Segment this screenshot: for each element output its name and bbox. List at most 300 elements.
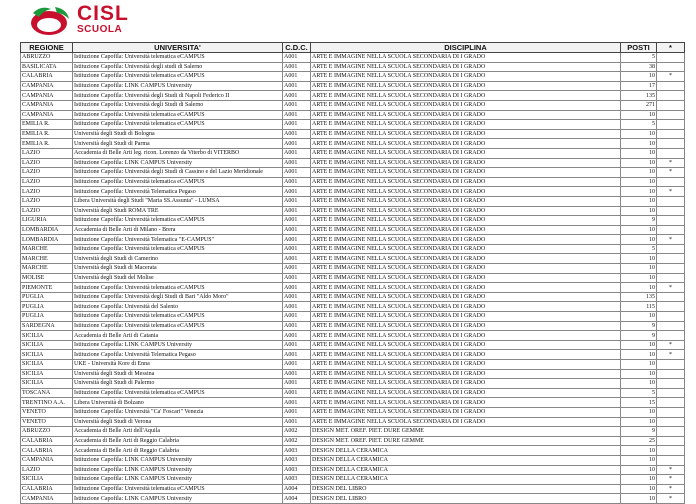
table-row — [21, 91, 685, 101]
cell-star — [657, 148, 685, 158]
cell-universita: Istituzione Capofila: Università Telematica Pegaso — [73, 187, 283, 197]
cell-disciplina: ARTE E IMMAGINE NELLA SCUOLA SECONDARIA DI I GRADO — [311, 100, 621, 110]
cell-disciplina: ARTE E IMMAGINE NELLA SCUOLA SECONDARIA DI I GRADO — [311, 110, 621, 120]
cell-posti: 10 — [621, 187, 657, 197]
cell-star — [657, 254, 685, 264]
cell-star: * — [657, 187, 685, 197]
cell-cdc: A001 — [283, 225, 311, 235]
table-row — [21, 484, 685, 494]
table-row — [21, 302, 685, 312]
cell-cdc: A001 — [283, 235, 311, 245]
cell-regione: SICILIA — [21, 475, 73, 485]
cell-disciplina: ARTE E IMMAGINE NELLA SCUOLA SECONDARIA DI I GRADO — [311, 168, 621, 178]
table-row — [21, 196, 685, 206]
cell-posti: 10 — [621, 283, 657, 293]
table-row — [21, 53, 685, 63]
cell-cdc: A002 — [283, 427, 311, 437]
table-row — [21, 283, 685, 293]
cell-posti: 9 — [621, 427, 657, 437]
table-row — [21, 72, 685, 82]
cell-regione: LAZIO — [21, 187, 73, 197]
cell-posti: 10 — [621, 129, 657, 139]
cell-cdc: A001 — [283, 331, 311, 341]
cell-posti: 10 — [621, 475, 657, 485]
cell-star — [657, 436, 685, 446]
cell-regione: SICILIA — [21, 331, 73, 341]
cell-regione: PUGLIA — [21, 312, 73, 322]
cell-cdc: A001 — [283, 158, 311, 168]
cell-regione: SICILIA — [21, 350, 73, 360]
cell-disciplina: ARTE E IMMAGINE NELLA SCUOLA SECONDARIA DI I GRADO — [311, 158, 621, 168]
cell-disciplina: ARTE E IMMAGINE NELLA SCUOLA SECONDARIA DI I GRADO — [311, 129, 621, 139]
cell-cdc: A001 — [283, 129, 311, 139]
cell-universita: Istituzione Capofila: LINK CAMPUS University — [73, 340, 283, 350]
cell-disciplina: ARTE E IMMAGINE NELLA SCUOLA SECONDARIA DI I GRADO — [311, 264, 621, 274]
cell-disciplina: ARTE E IMMAGINE NELLA SCUOLA SECONDARIA DI I GRADO — [311, 196, 621, 206]
cell-posti: 15 — [621, 398, 657, 408]
cell-posti: 5 — [621, 120, 657, 130]
cell-regione: LAZIO — [21, 206, 73, 216]
cell-star — [657, 206, 685, 216]
cell-star — [657, 196, 685, 206]
cell-star — [657, 331, 685, 341]
posti-table — [20, 42, 685, 504]
cell-disciplina: DESIGN MET. OREF. PIET. DURE GEMME — [311, 436, 621, 446]
cell-regione: ABRUZZO — [21, 53, 73, 63]
cell-regione: MOLISE — [21, 273, 73, 283]
cell-universita: Istituzione Capofila: Università telematica eCAMPUS — [73, 312, 283, 322]
table-row — [21, 417, 685, 427]
cell-star: * — [657, 475, 685, 485]
cell-posti: 10 — [621, 340, 657, 350]
cell-disciplina: ARTE E IMMAGINE NELLA SCUOLA SECONDARIA DI I GRADO — [311, 321, 621, 331]
cell-disciplina: ARTE E IMMAGINE NELLA SCUOLA SECONDARIA DI I GRADO — [311, 244, 621, 254]
cell-regione: CALABRIA — [21, 484, 73, 494]
cell-star: * — [657, 350, 685, 360]
table-row — [21, 254, 685, 264]
cell-cdc: A001 — [283, 407, 311, 417]
cell-disciplina: DESIGN DELLA CERAMICA — [311, 465, 621, 475]
table-row — [21, 120, 685, 130]
cell-cdc: A001 — [283, 379, 311, 389]
table-row — [21, 379, 685, 389]
cell-posti: 10 — [621, 264, 657, 274]
cell-posti: 10 — [621, 312, 657, 322]
table-row — [21, 168, 685, 178]
cell-star: * — [657, 158, 685, 168]
cell-universita: Università degli Studi di Messina — [73, 369, 283, 379]
table-row — [21, 81, 685, 91]
cell-regione: CAMPANIA — [21, 81, 73, 91]
table-row — [21, 216, 685, 226]
cell-posti: 10 — [621, 455, 657, 465]
table-row — [21, 235, 685, 245]
cell-disciplina: ARTE E IMMAGINE NELLA SCUOLA SECONDARIA DI I GRADO — [311, 254, 621, 264]
cell-universita: Istituzione Capofila: Università telematica eCAMPUS — [73, 321, 283, 331]
cell-posti: 25 — [621, 436, 657, 446]
table-row — [21, 475, 685, 485]
table-row — [21, 139, 685, 149]
cell-cdc: A001 — [283, 321, 311, 331]
table-row — [21, 388, 685, 398]
cell-posti: 9 — [621, 216, 657, 226]
cell-posti: 9 — [621, 321, 657, 331]
cell-cdc: A001 — [283, 110, 311, 120]
cell-cdc: A003 — [283, 446, 311, 456]
cell-universita: Istituzione Capofila: Università Telematica "E-CAMPUS" — [73, 235, 283, 245]
cell-universita: Istituzione Capofila: LINK CAMPUS University — [73, 465, 283, 475]
cell-regione: LOMBARDIA — [21, 225, 73, 235]
header-regione: REGIONE — [21, 43, 73, 53]
header-cdc: C.D.C. — [283, 43, 311, 53]
cell-regione: CAMPANIA — [21, 494, 73, 504]
table-row — [21, 244, 685, 254]
cell-posti: 115 — [621, 302, 657, 312]
cell-cdc: A001 — [283, 360, 311, 370]
cell-posti: 10 — [621, 494, 657, 504]
table-row — [21, 273, 685, 283]
cell-cdc: A001 — [283, 120, 311, 130]
cell-cdc: A001 — [283, 91, 311, 101]
cell-star — [657, 91, 685, 101]
cell-cdc: A001 — [283, 177, 311, 187]
cell-cdc: A001 — [283, 340, 311, 350]
cell-disciplina: ARTE E IMMAGINE NELLA SCUOLA SECONDARIA DI I GRADO — [311, 283, 621, 293]
cell-regione: ABRUZZO — [21, 427, 73, 437]
cell-posti: 10 — [621, 379, 657, 389]
cell-star: * — [657, 283, 685, 293]
cell-universita: Università degli Studi di Verona — [73, 417, 283, 427]
cell-posti: 10 — [621, 139, 657, 149]
cell-cdc: A001 — [283, 350, 311, 360]
cell-posti: 10 — [621, 446, 657, 456]
cell-regione: CALABRIA — [21, 446, 73, 456]
cell-posti: 5 — [621, 244, 657, 254]
cell-posti: 135 — [621, 91, 657, 101]
cell-cdc: A001 — [283, 302, 311, 312]
cell-regione: CAMPANIA — [21, 455, 73, 465]
cell-disciplina: DESIGN DELLA CERAMICA — [311, 455, 621, 465]
logo-sub-text: SCUOLA — [77, 24, 123, 35]
cell-cdc: A001 — [283, 264, 311, 274]
header-disciplina: DISCIPLINA — [311, 43, 621, 53]
cell-posti: 10 — [621, 206, 657, 216]
cell-cdc: A001 — [283, 244, 311, 254]
cisl-scuola-logo — [27, 3, 147, 41]
cell-cdc: A001 — [283, 72, 311, 82]
table-header-row — [21, 43, 685, 53]
table-row — [21, 187, 685, 197]
cell-universita: Accademia di Belle Arti di Milano - Brera — [73, 225, 283, 235]
cell-cdc: A001 — [283, 312, 311, 322]
cell-universita: Istituzione Capofila: Università Telematica Pegaso — [73, 350, 283, 360]
cell-regione: SICILIA — [21, 369, 73, 379]
cell-star — [657, 417, 685, 427]
cell-posti: 38 — [621, 62, 657, 72]
cell-regione: LAZIO — [21, 177, 73, 187]
cell-disciplina: ARTE E IMMAGINE NELLA SCUOLA SECONDARIA DI I GRADO — [311, 53, 621, 63]
cell-disciplina: ARTE E IMMAGINE NELLA SCUOLA SECONDARIA DI I GRADO — [311, 369, 621, 379]
table-row — [21, 436, 685, 446]
table-row — [21, 398, 685, 408]
cell-universita: Istituzione Capofila: Università telematica eCAMPUS — [73, 388, 283, 398]
cell-regione: VENETO — [21, 407, 73, 417]
cell-star — [657, 302, 685, 312]
table-row — [21, 62, 685, 72]
cell-disciplina: ARTE E IMMAGINE NELLA SCUOLA SECONDARIA DI I GRADO — [311, 350, 621, 360]
cell-star — [657, 446, 685, 456]
cell-regione: LIGURIA — [21, 216, 73, 226]
table-row — [21, 360, 685, 370]
cell-disciplina: ARTE E IMMAGINE NELLA SCUOLA SECONDARIA DI I GRADO — [311, 292, 621, 302]
cell-disciplina: ARTE E IMMAGINE NELLA SCUOLA SECONDARIA DI I GRADO — [311, 177, 621, 187]
header-posti: POSTI — [621, 43, 657, 53]
cell-cdc: A001 — [283, 62, 311, 72]
table-row — [21, 407, 685, 417]
cell-universita: Università degli Studi ROMA TRE — [73, 206, 283, 216]
table-row — [21, 129, 685, 139]
cell-disciplina: ARTE E IMMAGINE NELLA SCUOLA SECONDARIA DI I GRADO — [311, 91, 621, 101]
cell-regione: MARCHE — [21, 264, 73, 274]
cell-posti: 10 — [621, 235, 657, 245]
cell-star — [657, 216, 685, 226]
cell-universita: Istituzione Capofila: Università del Salento — [73, 302, 283, 312]
cell-posti: 10 — [621, 360, 657, 370]
cell-posti: 10 — [621, 177, 657, 187]
cell-posti: 10 — [621, 484, 657, 494]
cell-regione: CAMPANIA — [21, 110, 73, 120]
header-universita: UNIVERSITA' — [73, 43, 283, 53]
cell-cdc: A001 — [283, 388, 311, 398]
cell-universita: Istituzione Capofila: Università telematica eCAMPUS — [73, 484, 283, 494]
cell-cdc: A001 — [283, 254, 311, 264]
cell-universita: Università degli Studi di Macerata — [73, 264, 283, 274]
cell-universita: Istituzione Capofila: Università degli Studi di Salerno — [73, 100, 283, 110]
cell-star — [657, 225, 685, 235]
cell-disciplina: ARTE E IMMAGINE NELLA SCUOLA SECONDARIA DI I GRADO — [311, 225, 621, 235]
cell-star — [657, 177, 685, 187]
cell-regione: EMILIA R. — [21, 120, 73, 130]
cell-cdc: A001 — [283, 206, 311, 216]
cell-disciplina: ARTE E IMMAGINE NELLA SCUOLA SECONDARIA DI I GRADO — [311, 360, 621, 370]
cell-cdc: A001 — [283, 139, 311, 149]
cell-cdc: A001 — [283, 283, 311, 293]
cell-star — [657, 360, 685, 370]
cell-disciplina: DESIGN DELLA CERAMICA — [311, 446, 621, 456]
cell-star: * — [657, 72, 685, 82]
cell-regione: SICILIA — [21, 379, 73, 389]
cell-disciplina: DESIGN DEL LIBRO — [311, 494, 621, 504]
cell-disciplina: ARTE E IMMAGINE NELLA SCUOLA SECONDARIA DI I GRADO — [311, 331, 621, 341]
cell-regione: PIEMONTE — [21, 283, 73, 293]
cell-cdc: A001 — [283, 100, 311, 110]
cell-universita: UKE - Università Kore di Enna — [73, 360, 283, 370]
cell-regione: LAZIO — [21, 465, 73, 475]
cell-universita: Istituzione Capofila: Università telematica eCAMPUS — [73, 244, 283, 254]
cell-star — [657, 455, 685, 465]
cell-cdc: A001 — [283, 417, 311, 427]
cell-universita: Istituzione Capofila: Università telematica eCAMPUS — [73, 110, 283, 120]
table-row — [21, 455, 685, 465]
cell-posti: 10 — [621, 369, 657, 379]
cell-cdc: A003 — [283, 475, 311, 485]
cell-regione: MARCHE — [21, 254, 73, 264]
cell-regione: PUGLIA — [21, 302, 73, 312]
cell-star — [657, 379, 685, 389]
cisl-logo-mark-icon — [27, 3, 75, 41]
cell-posti: 10 — [621, 407, 657, 417]
cell-posti: 17 — [621, 81, 657, 91]
cell-disciplina: ARTE E IMMAGINE NELLA SCUOLA SECONDARIA DI I GRADO — [311, 273, 621, 283]
cell-posti: 10 — [621, 168, 657, 178]
cell-disciplina: ARTE E IMMAGINE NELLA SCUOLA SECONDARIA DI I GRADO — [311, 81, 621, 91]
cell-posti: 10 — [621, 417, 657, 427]
cell-posti: 5 — [621, 53, 657, 63]
table-row — [21, 158, 685, 168]
cell-regione: LAZIO — [21, 158, 73, 168]
table-row — [21, 369, 685, 379]
cell-universita: Università degli Studi di Palermo — [73, 379, 283, 389]
cell-regione: SICILIA — [21, 360, 73, 370]
table-row — [21, 110, 685, 120]
cell-universita: Università degli Studi di Parma — [73, 139, 283, 149]
cell-posti: 10 — [621, 225, 657, 235]
cell-star — [657, 388, 685, 398]
cell-star — [657, 321, 685, 331]
cell-star — [657, 120, 685, 130]
cell-cdc: A003 — [283, 455, 311, 465]
cell-disciplina: ARTE E IMMAGINE NELLA SCUOLA SECONDARIA DI I GRADO — [311, 187, 621, 197]
cell-disciplina: ARTE E IMMAGINE NELLA SCUOLA SECONDARIA DI I GRADO — [311, 72, 621, 82]
cell-disciplina: ARTE E IMMAGINE NELLA SCUOLA SECONDARIA DI I GRADO — [311, 139, 621, 149]
header-star: * — [657, 43, 685, 53]
cell-disciplina: ARTE E IMMAGINE NELLA SCUOLA SECONDARIA DI I GRADO — [311, 417, 621, 427]
cell-disciplina: ARTE E IMMAGINE NELLA SCUOLA SECONDARIA DI I GRADO — [311, 120, 621, 130]
cell-disciplina: ARTE E IMMAGINE NELLA SCUOLA SECONDARIA DI I GRADO — [311, 216, 621, 226]
cell-star — [657, 81, 685, 91]
cell-star — [657, 53, 685, 63]
cell-universita: Università degli Studi di Camerino — [73, 254, 283, 264]
cell-universita: Istituzione Capofila: Università telematica eCAMPUS — [73, 216, 283, 226]
cell-regione: SARDEGNA — [21, 321, 73, 331]
cell-star: * — [657, 340, 685, 350]
cell-disciplina: ARTE E IMMAGINE NELLA SCUOLA SECONDARIA DI I GRADO — [311, 340, 621, 350]
cell-star: * — [657, 168, 685, 178]
cell-cdc: A002 — [283, 436, 311, 446]
table-row — [21, 465, 685, 475]
cell-cdc: A001 — [283, 148, 311, 158]
cell-universita: Istituzione Capofila: LINK CAMPUS University — [73, 158, 283, 168]
table-row — [21, 148, 685, 158]
cell-disciplina: ARTE E IMMAGINE NELLA SCUOLA SECONDARIA DI I GRADO — [311, 398, 621, 408]
cell-disciplina: ARTE E IMMAGINE NELLA SCUOLA SECONDARIA DI I GRADO — [311, 379, 621, 389]
cell-universita: Accademia di Belle Arti dell'Aquila — [73, 427, 283, 437]
table-row — [21, 312, 685, 322]
table-row — [21, 292, 685, 302]
cell-regione: PUGLIA — [21, 292, 73, 302]
cell-cdc: A001 — [283, 81, 311, 91]
cell-universita: Università degli Studi del Molise — [73, 273, 283, 283]
cell-universita: Istituzione Capofila: Università telematica eCAMPUS — [73, 120, 283, 130]
table-row — [21, 100, 685, 110]
cell-regione: CAMPANIA — [21, 100, 73, 110]
cell-disciplina: DESIGN MET. OREF. PIET. DURE GEMME — [311, 427, 621, 437]
cell-star — [657, 110, 685, 120]
cell-cdc: A004 — [283, 484, 311, 494]
cell-universita: Istituzione Capofila: LINK CAMPUS University — [73, 494, 283, 504]
cell-universita: Istituzione Capofila: Università telematica eCAMPUS — [73, 53, 283, 63]
cell-regione: EMILIA R. — [21, 129, 73, 139]
cell-cdc: A001 — [283, 369, 311, 379]
cell-cdc: A001 — [283, 398, 311, 408]
cell-regione: MARCHE — [21, 244, 73, 254]
cell-star: * — [657, 494, 685, 504]
cell-regione: LAZIO — [21, 148, 73, 158]
table-row — [21, 427, 685, 437]
cell-star — [657, 398, 685, 408]
cell-universita: Istituzione Capofila: LINK CAMPUS University — [73, 455, 283, 465]
cell-posti: 10 — [621, 273, 657, 283]
cell-universita: Istituzione Capofila: Università telematica eCAMPUS — [73, 72, 283, 82]
cell-universita: Accademia di Belle Arti di Reggio Calabria — [73, 446, 283, 456]
cell-regione: EMILIA R. — [21, 139, 73, 149]
cell-cdc: A001 — [283, 53, 311, 63]
cell-universita: Accademia di Belle Arti leg. ricon. Lorenzo da Viterbo di VITERBO — [73, 148, 283, 158]
cell-cdc: A001 — [283, 196, 311, 206]
cell-star — [657, 427, 685, 437]
cell-posti: 10 — [621, 148, 657, 158]
table-row — [21, 331, 685, 341]
cell-posti: 271 — [621, 100, 657, 110]
cell-star — [657, 292, 685, 302]
cell-star — [657, 244, 685, 254]
cell-universita: Libera Università di Bolzano — [73, 398, 283, 408]
table-row — [21, 446, 685, 456]
cell-cdc: A003 — [283, 465, 311, 475]
cell-posti: 10 — [621, 254, 657, 264]
cell-regione: TOSCANA — [21, 388, 73, 398]
cell-cdc: A001 — [283, 216, 311, 226]
cell-regione: CALABRIA — [21, 72, 73, 82]
table-row — [21, 225, 685, 235]
cell-regione: CAMPANIA — [21, 91, 73, 101]
cell-disciplina: ARTE E IMMAGINE NELLA SCUOLA SECONDARIA DI I GRADO — [311, 62, 621, 72]
cell-posti: 10 — [621, 110, 657, 120]
table-body — [21, 53, 685, 504]
table-row — [21, 350, 685, 360]
cell-star — [657, 139, 685, 149]
cell-regione: BASILICATA — [21, 62, 73, 72]
cell-cdc: A001 — [283, 273, 311, 283]
cell-regione: TRENTINO A.A. — [21, 398, 73, 408]
table-row — [21, 494, 685, 504]
cell-regione: CALABRIA — [21, 436, 73, 446]
cell-star — [657, 264, 685, 274]
cell-cdc: A004 — [283, 494, 311, 504]
cell-universita: Istituzione Capofila: Università telematica eCAMPUS — [73, 177, 283, 187]
cell-posti: 10 — [621, 158, 657, 168]
cell-star: * — [657, 484, 685, 494]
cell-universita: Istituzione Capofila: Università degli studi di Salerno — [73, 62, 283, 72]
cell-cdc: A001 — [283, 292, 311, 302]
cell-universita: Istituzione Capofila: Università degli Studi di Bari "Aldo Moro" — [73, 292, 283, 302]
cell-universita: Istituzione Capofila: Università telematica eCAMPUS — [73, 283, 283, 293]
cell-disciplina: ARTE E IMMAGINE NELLA SCUOLA SECONDARIA DI I GRADO — [311, 148, 621, 158]
cell-universita: Libera Università degli Studi "Maria SS.Assunta" - LUMSA — [73, 196, 283, 206]
cell-regione: VENETO — [21, 417, 73, 427]
cell-posti: 9 — [621, 331, 657, 341]
cell-regione: LOMBARDIA — [21, 235, 73, 245]
